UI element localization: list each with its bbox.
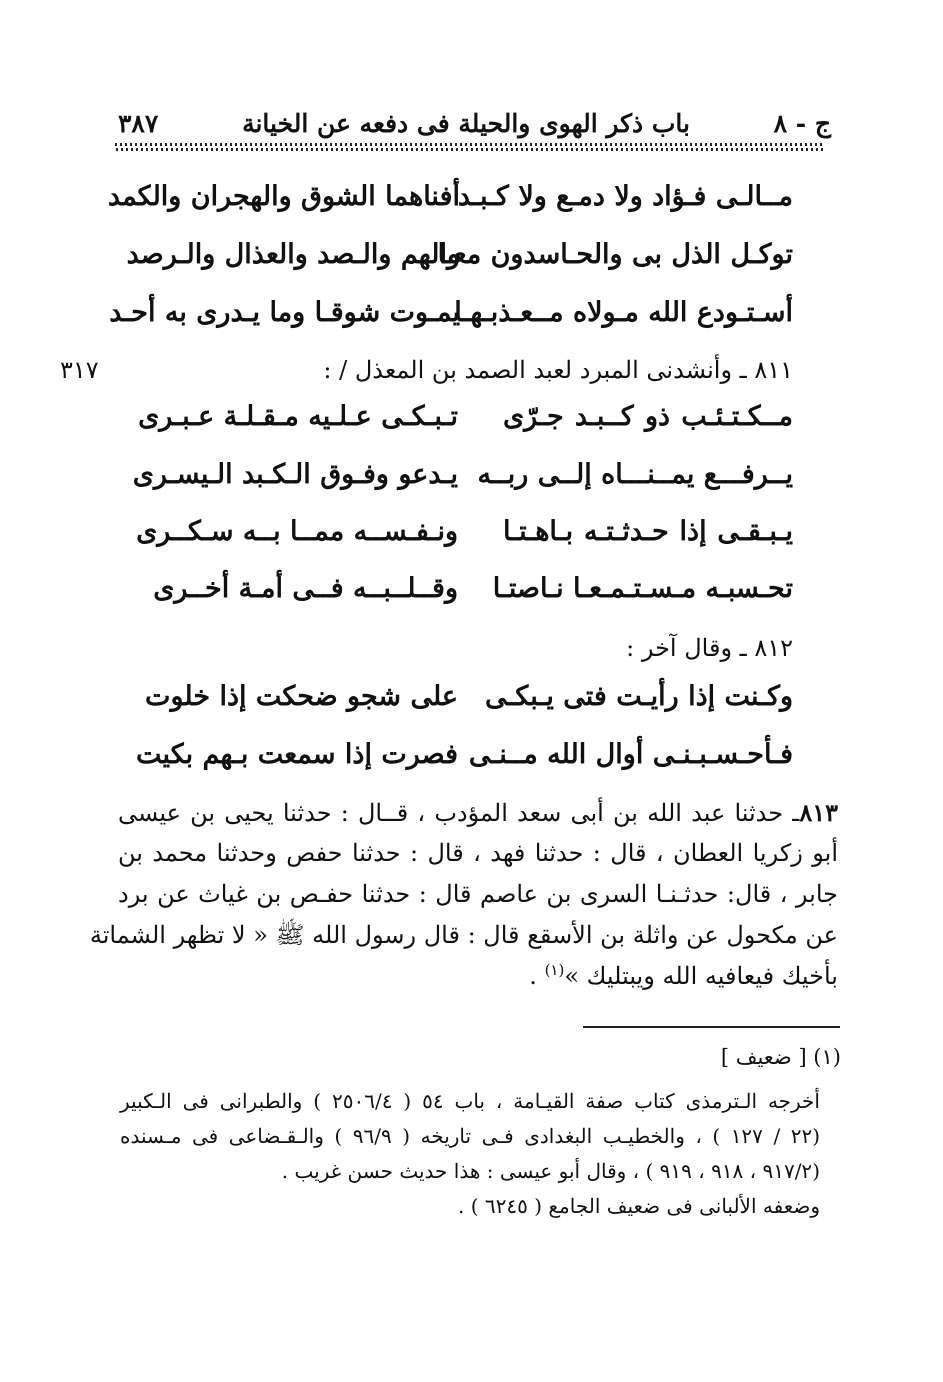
hadith-number: ٨١٣ [799, 798, 838, 827]
footnote-divider [583, 1026, 840, 1028]
section-811-intro: ٨١١ ـ وأنشدنى المبرد لعبد الصمد بن المعذل / : [323, 356, 793, 384]
paragraph-line [118, 956, 838, 997]
footnote-line: أخرجه الـترمذى كتاب صفة القيـامة ، باب ٥٤ ( ٢٥٠٦/٤ ) والطبرانى فى الـكبير [120, 1089, 820, 1113]
line-end: . [529, 962, 545, 990]
verse-hemistich-right: يــرفـــع يمــنـــاه إلــى ربــه [477, 459, 793, 490]
verse-hemistich-right: توكـل الذل بى والحـاسدون معـا [437, 239, 793, 270]
verse-hemistich-left: تـبـكـى عـلـيه مـقـلـة عـبـرى [138, 401, 458, 432]
verse-hemistich-right: أسـتـودع الله مـولاه مــعـذبـهـا [454, 297, 793, 328]
verse-hemistich-left: والهم والـصد والعذال والـرصد [126, 239, 460, 270]
verse-hemistich-left: يمـوت شوقـا وما يـدرى به أحـد [109, 297, 460, 328]
volume-label: ج - ٨ [773, 109, 831, 138]
chapter-title: باب ذكر الهوى والحيلة فى دفعه عن الخيانة [242, 109, 690, 138]
verse-hemistich-left: فصرت إذا سمعت بـهم بكيت [136, 739, 458, 770]
verse-hemistich-left: وقــلــبــه فــى أمـة أخــرى [153, 573, 458, 604]
paragraph-line: أبو زكريا العطان ، قال : حدثنا فهد ، قال : حدثنا حفص وحدثنا محمد بن [118, 839, 838, 867]
footnote-line: (٢٢ / ١٢٧ ) ، والخطيـب البغدادى فـى تاريخه ( ٩٦/٩ ) والـقـضاعى فى مـسنده [120, 1124, 821, 1148]
verse-hemistich-left: ونـفـســه ممــا بــه سـكــرى [136, 516, 458, 547]
paragraph-line: عن مكحول عن واثلة بن الأسقع قال : قال رسول الله ﷺ « لا تظهر الشماتة [89, 921, 838, 949]
footnote-marker[interactable]: (١) [544, 961, 565, 979]
verse-hemistich-right: تحـسبـه مـسـتـمـعـا نـاصتـا [492, 573, 793, 604]
paragraph-line: جابر ، قال: حدثـنـا السرى بن عاصم قال : حدثنا حفـص بن غياث عن برد [118, 880, 838, 908]
verse-hemistich-right: مــالـى فـؤاد ولا دمـع ولا كـبـد [457, 181, 793, 212]
verse-hemistich-right: فـأحـسـبـنـى أوال الله مــنـى [468, 739, 793, 770]
line-text: ـ حدثنا عبد الله بن أبى سعد المؤدب ، قــال : حدثنا يحيى بن عيسى [118, 799, 800, 827]
footnote-heading: (١) [ ضعيف ] [720, 1045, 841, 1069]
verse-hemistich-right: وكـنت إذا رأيـت فتى يـبكـى [484, 681, 793, 712]
footnote-line: وضعفه الألبانى فى ضعيف الجامع ( ٦٢٤٥ ) . [458, 1194, 820, 1218]
paragraph-line [118, 792, 838, 833]
verse-hemistich-left: على شجو ضحكت إذا خلوت [145, 681, 458, 712]
page-number: ٣٨٧ [118, 109, 159, 138]
line-text: بأخيك فيعافيه الله ويبتليك » [564, 962, 838, 990]
footnote-body [120, 1084, 820, 1224]
section-813-paragraph [89, 792, 838, 997]
section-812-intro: ٨١٢ ـ وقال آخر : [626, 634, 793, 662]
footnote-line: (٩١٧/٢ ، ٩١٨ ، ٩١٩ ) ، وقال أبو عيسى : هذا حديث حسن غريب . [281, 1159, 820, 1183]
margin-reference: ٣١٧ [60, 356, 99, 384]
header-divider [115, 143, 825, 152]
verse-hemistich-left: أفناهما الشوق والهجران والكمد [107, 181, 460, 212]
verse-hemistich-right: يـبـقـى إذا حـدثـتـه بـاهـتـا [503, 516, 793, 547]
verse-hemistich-right: مــكـتـئـب ذو كــبـد جـرّى [503, 401, 793, 432]
verse-hemistich-left: يـدعو وفـوق الـكـبد الـيسـرى [132, 459, 458, 490]
